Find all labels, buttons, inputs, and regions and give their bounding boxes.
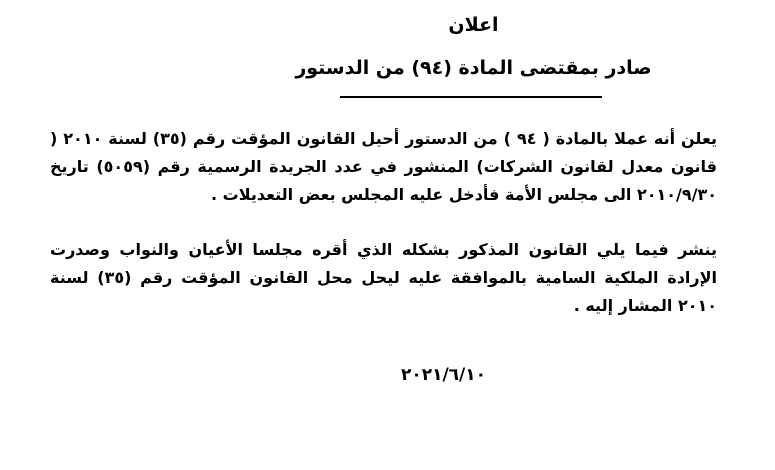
document-subtitle: صادر بمقتضى المادة (٩٤) من الدستور: [295, 57, 652, 79]
issue-date: ٢٠٢١/٦/١٠: [400, 365, 487, 385]
body-paragraph-1: يعلن أنه عملا بالمادة ( ٩٤ ) من الدستور أحيل القانون المؤقت رقم (٣٥) لسنة ٢٠١٠ ( قانون معدل لقانون الشركات) المنشور في عدد الجريدة الرسمية رقم (٥٠٥٩) تاريخ ٢٠١٠/٩/٣٠ الى مجلس الأمة فأدخل عليه المجلس بعض التعديلات .: [50, 129, 717, 204]
body-paragraph-2: ينشر فيما يلي القانون المذكور بشكله الذي أقره مجلسا الأعيان والنواب وصدرت الإرادة الملكية السامية بالموافقة عليه ليحل محل القانون المؤقت رقم (٣٥) لسنة ٢٠١٠ المشار إليه .: [50, 240, 718, 315]
document-title: اعلان: [448, 14, 499, 36]
title-underline-divider: [340, 96, 602, 98]
heading-block: [230, 12, 717, 98]
